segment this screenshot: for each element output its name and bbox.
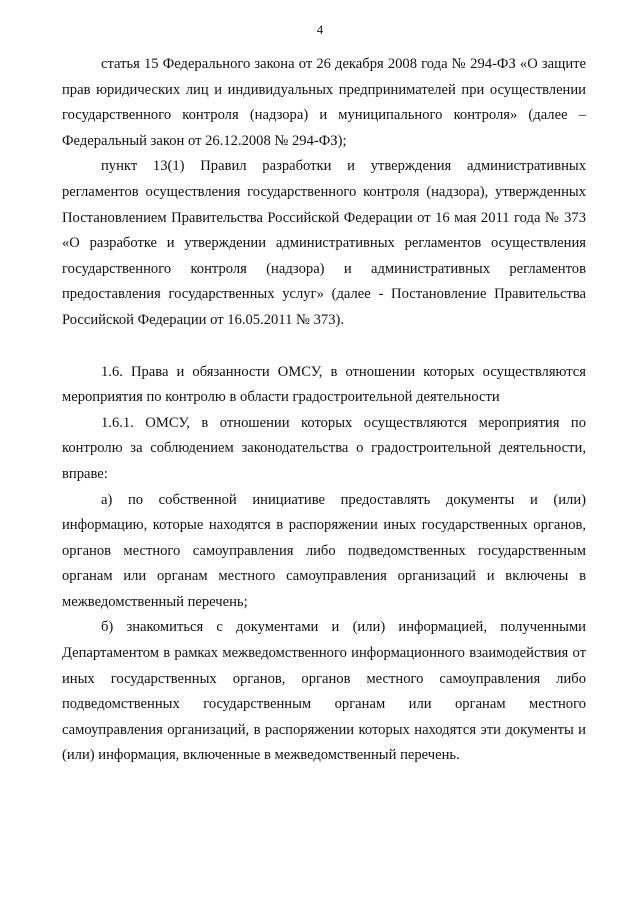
- paragraph-clause-13-1: пункт 13(1) Правил разработки и утверждения административных регламентов осуществления государственного контроля (надзора), утвержденных Постановлением Правительства Российской Федерации от 16 мая 2011 года № 373 «О разработке и утверждении административных регламентов осуществления государственного контроля (надзора) и административных регламентов предоставления государственных услуг» (далее - Постановление Правительства Российской Федерации от 16.05.2011 № 373).: [62, 158, 586, 328]
- paragraph-spacer: [62, 334, 586, 360]
- list-item-a: а) по собственной инициативе предоставлять документы и (или) информацию, которые находятся в распоряжении иных государственных органов, органов местного самоуправления либо подведомственных государственным органам или органам местного самоуправления организаций и включены в межведомственный перечень;: [62, 491, 586, 610]
- list-item-b: б) знакомиться с документами и (или) информацией, полученными Департаментом в рамках межведомственного информационного взаимодействия от иных государственных органов, органов местного самоуправления либо подведомственных государственным органам или органам местного самоуправления организаций, в распоряжении которых находятся эти документы и (или) информация, включенные в межведомственный перечень.: [62, 619, 586, 764]
- paragraph-article-15: статья 15 Федерального закона от 26 декабря 2008 года № 294-ФЗ «О защите прав юридических лиц и индивидуальных предпринимателей при осуществлении государственного контроля (надзора) и муниципального контроля» (далее – Федеральный закон от 26.12.2008 № 294-ФЗ);: [62, 56, 586, 149]
- paragraph-1-6-1: 1.6.1. ОМСУ, в отношении которых осуществляются мероприятия по контролю за соблюдением законодательства о градостроительной деятельности, вправе:: [62, 414, 586, 482]
- page-number: 4: [316, 22, 324, 37]
- document-body: [62, 52, 586, 769]
- section-heading-1-6: 1.6. Права и обязанности ОМСУ, в отношении которых осуществляются мероприятия по контролю в области градостроительной деятельности: [62, 363, 586, 406]
